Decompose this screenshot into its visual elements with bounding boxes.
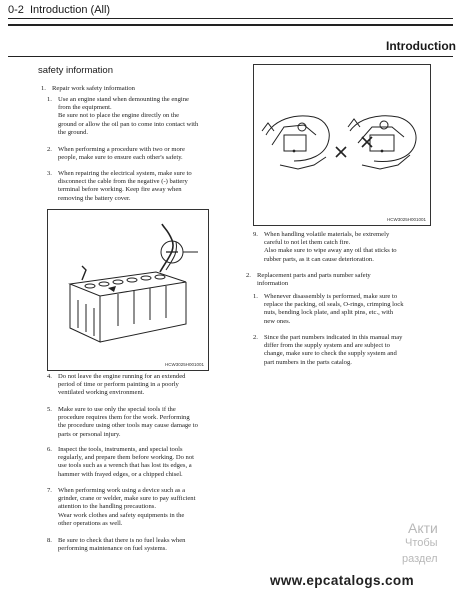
- subitem-1-line: replace the packing, oil seals, O-rings, crimping lock: [264, 301, 404, 309]
- item2-heading-number: 2.: [246, 272, 251, 279]
- left-item-7-line: When performing work using a device such as a: [58, 487, 186, 494]
- left-item-6-line: Inspect the tools, instruments, and special tools: [58, 446, 183, 453]
- engine-illustration: [254, 65, 430, 225]
- engine-figure: [253, 64, 431, 226]
- subitem-2-number: 2.: [253, 334, 258, 341]
- header-rule: [8, 24, 453, 26]
- left-item-4-number: 4.: [47, 373, 52, 380]
- left-item-4-line: period of time or perform painting in a poorly: [58, 381, 179, 389]
- watermark-line1: Акти: [408, 520, 438, 536]
- left-item-6-line: hammer with frayed edges, or a chipped chisel.: [58, 470, 183, 478]
- left-item-1-number: 1.: [47, 96, 52, 103]
- left-item-3-line: When repairing the electrical system, make sure to: [58, 170, 192, 177]
- subitem-1-line: new ones.: [264, 317, 291, 325]
- page-title: Introduction: [386, 39, 456, 53]
- site-url: www.epcatalogs.com: [270, 573, 414, 588]
- left-item-8-number: 8.: [47, 537, 52, 544]
- left-item-3-number: 3.: [47, 170, 52, 177]
- left-item-1-line: Be sure not to place the engine directly on the: [58, 112, 180, 120]
- left-item-3-line: removing the battery cover.: [58, 194, 131, 202]
- left-item-1-line: Use an engine stand when demounting the engine: [58, 96, 189, 103]
- left-item-5-line: the procedure using other tools may cause damage to: [58, 422, 198, 430]
- left-item-4-line: Do not leave the engine running for an extended: [58, 373, 186, 380]
- item9-number: 9.: [253, 231, 258, 238]
- subitem-2-line: Since the part numbers indicated in this manual may: [264, 334, 403, 341]
- chapter-title: Introduction (All): [30, 4, 111, 16]
- left-item-2-number: 2.: [47, 146, 52, 153]
- left-item-6-line: regularly, and prepare them before working. Do not: [58, 454, 194, 462]
- left-item-3-line: terminal before working. Keep fire away when: [58, 186, 182, 194]
- left-item-2-line: people, make sure to ensure each other's safety.: [58, 154, 183, 162]
- left-item-5-line: parts or personal injury.: [58, 430, 121, 438]
- left-item-8-line: performing maintenance on fuel systems.: [58, 545, 167, 553]
- left-item-5-number: 5.: [47, 406, 52, 413]
- subitem-2-line: change, make sure to check the supply system and: [264, 350, 397, 358]
- battery-figure: [47, 209, 209, 371]
- item9-line: rubber parts, as it can cause deterioration.: [264, 255, 374, 263]
- left-item-7-line: other operations as well.: [58, 519, 123, 527]
- left-item-7-line: Wear work clothes and safety equipments in the: [58, 511, 185, 519]
- figure1-caption: HCW3025H001001: [164, 362, 204, 367]
- left-item-2-line: When performing a procedure with two or more: [58, 146, 185, 153]
- left-item-1-line: the ground.: [58, 128, 89, 136]
- left-item-6-number: 6.: [47, 446, 52, 453]
- subitem-1-number: 1.: [253, 293, 258, 300]
- left-item-7-number: 7.: [47, 487, 52, 494]
- left-item-5-line: Make sure to use only the special tools if the: [58, 406, 176, 413]
- item9-line: Also make sure to wipe away any oil that sticks to: [264, 247, 397, 255]
- item9-line: When handling volatile materials, be extremely: [264, 231, 390, 238]
- subitem-2-line: differ from the supply system and are subject to: [264, 342, 390, 350]
- page-number: 0-2: [8, 4, 24, 16]
- left-item-3-line: disconnect the cable from the negative (-) battery: [58, 178, 188, 186]
- title-rule: [8, 56, 453, 57]
- left-item-1-line: ground or allow the oil pan to come into contact with: [58, 120, 199, 128]
- subitem-1-line: Whenever disassembly is performed, make sure to: [264, 293, 398, 300]
- battery-illustration: [48, 210, 208, 370]
- left-item-7-line: attention to the handling precautions.: [58, 503, 156, 511]
- left-item-8-line: Be sure to check that there is no fuel leaks when: [58, 537, 186, 544]
- running-header: [8, 3, 453, 19]
- item9-line: careful to not let them catch fire.: [264, 239, 351, 247]
- left-item-7-line: grinder, crane or welder, make sure to pay sufficient: [58, 495, 196, 503]
- left-item-1-line: from the equipment.: [58, 104, 112, 112]
- subitem-2-line: part numbers in the parts catalog.: [264, 358, 352, 366]
- left-item-4-line: ventilated working environment.: [58, 389, 145, 397]
- left-item-5-line: procedure requires them for the work. Performing: [58, 414, 190, 422]
- item2-heading-line: Replacement parts and parts number safety: [257, 272, 371, 279]
- watermark-line3: раздел: [402, 553, 438, 565]
- item1-heading: Repair work safety information: [52, 85, 135, 92]
- left-item-6-line: use tools such as a wrench that has lost its edges, a: [58, 462, 192, 470]
- item1-number: 1.: [41, 85, 46, 92]
- section-heading: safety information: [38, 65, 113, 76]
- item2-heading-line: information: [257, 280, 289, 288]
- watermark-line2: Чтобы: [405, 537, 438, 549]
- figure2-caption: HCW3025H001001: [386, 217, 426, 222]
- subitem-1-line: nuts, bending lock plate, and split pins, etc., with: [264, 309, 394, 317]
